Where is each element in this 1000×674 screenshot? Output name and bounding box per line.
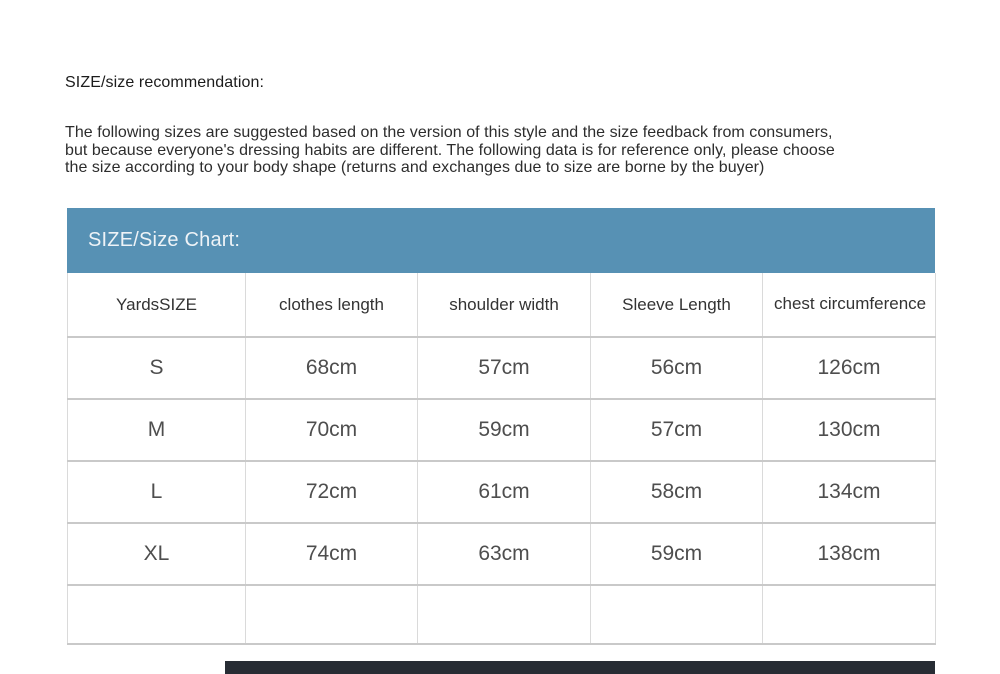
size-label-cell: XL bbox=[68, 523, 246, 585]
shoulder-width-cell: 63cm bbox=[418, 523, 591, 585]
clothes-length-cell: 70cm bbox=[246, 399, 418, 461]
clothes-length-cell: 68cm bbox=[246, 337, 418, 399]
shoulder-width-cell: 61cm bbox=[418, 461, 591, 523]
chest-circumference-cell: 134cm bbox=[763, 461, 936, 523]
size-chart-title-bar bbox=[67, 208, 935, 273]
table-row-m bbox=[68, 399, 936, 461]
sleeve-length-cell: 58cm bbox=[591, 461, 763, 523]
size-chart-title: SIZE/Size Chart: bbox=[88, 229, 241, 251]
empty-cell bbox=[591, 585, 763, 644]
size-label-cell: S bbox=[68, 337, 246, 399]
empty-cell bbox=[246, 585, 418, 644]
size-label-cell: M bbox=[68, 399, 246, 461]
column-header-size: YardsSIZE bbox=[68, 273, 246, 337]
chest-circumference-cell: 138cm bbox=[763, 523, 936, 585]
column-header-shoulder-width: shoulder width bbox=[418, 273, 591, 337]
chest-circumference-cell: 126cm bbox=[763, 337, 936, 399]
table-row-empty bbox=[68, 585, 936, 644]
sleeve-length-cell: 56cm bbox=[591, 337, 763, 399]
chest-circumference-cell: 130cm bbox=[763, 399, 936, 461]
size-chart-table bbox=[67, 273, 936, 645]
shoulder-width-cell: 59cm bbox=[418, 399, 591, 461]
table-row-l bbox=[68, 461, 936, 523]
intro-line: The following sizes are suggested based on the version of this style and the size feedback from consumers, bbox=[65, 124, 833, 141]
size-recommendation-heading: SIZE/size recommendation: bbox=[65, 74, 265, 91]
size-recommendation-paragraph bbox=[65, 124, 945, 177]
intro-line: the size according to your body shape (returns and exchanges due to size are borne by the buyer) bbox=[65, 159, 765, 176]
clothes-length-cell: 74cm bbox=[246, 523, 418, 585]
bottom-dark-strip bbox=[225, 661, 935, 674]
table-row-xl bbox=[68, 523, 936, 585]
shoulder-width-cell: 57cm bbox=[418, 337, 591, 399]
size-label-cell: L bbox=[68, 461, 246, 523]
column-header-chest-circumference: chest circumference bbox=[763, 273, 936, 337]
intro-line: but because everyone's dressing habits are different. The following data is for reference only, please choose bbox=[65, 141, 835, 159]
sleeve-length-cell: 59cm bbox=[591, 523, 763, 585]
table-row-s bbox=[68, 337, 936, 399]
empty-cell bbox=[418, 585, 591, 644]
empty-cell bbox=[763, 585, 936, 644]
clothes-length-cell: 72cm bbox=[246, 461, 418, 523]
column-header-sleeve-length: Sleeve Length bbox=[591, 273, 763, 337]
column-header-clothes-length: clothes length bbox=[246, 273, 418, 337]
empty-cell bbox=[68, 585, 246, 644]
sleeve-length-cell: 57cm bbox=[591, 399, 763, 461]
table-header-row bbox=[68, 273, 936, 337]
